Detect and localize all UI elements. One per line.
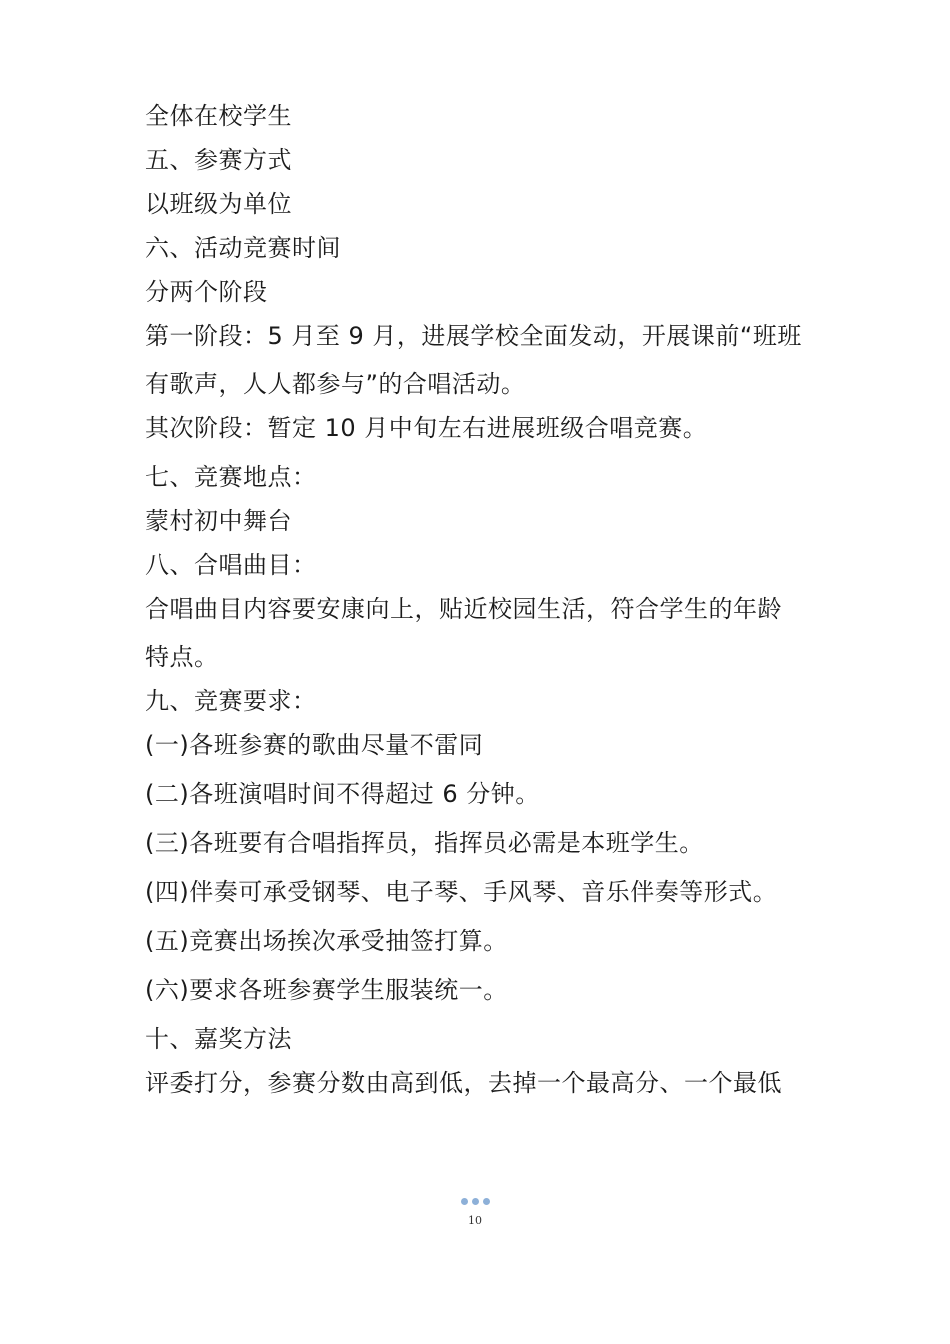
requirement-item: (三)各班要有合唱指挥员，指挥员必需是本班学生。 [145,829,704,857]
heading-repertoire: 八、合唱曲目： [145,551,317,579]
requirement-item: (二)各班演唱时间不得超过 6 分钟。 [145,780,540,808]
dot-icon [472,1198,479,1205]
paragraph-stage-two: 其次阶段：暂定 10 月中旬左右进展班级合唱竞赛。 [145,414,708,442]
dot-icon [461,1198,468,1205]
text-line-two-stages: 分两个阶段 [145,278,268,306]
text-line-class-unit: 以班级为单位 [145,190,292,218]
requirement-item: (四)伴奏可承受钢琴、电子琴、手风琴、音乐伴奏等形式。 [145,878,778,906]
heading-award-method: 十、嘉奖方法 [145,1025,292,1053]
heading-competition-time: 六、活动竞赛时间 [145,234,341,262]
paragraph-stage-one: 第一阶段：5 月至 9 月，进展学校全面发动，开展课前“班班有歌声，人人都参与”的合唱活动。 [145,322,802,398]
requirement-item: (一)各班参赛的歌曲尽量不雷同 [145,731,484,759]
document-body [145,92,805,1103]
dot-icon [483,1198,490,1205]
heading-participation-method: 五、参赛方式 [145,146,292,174]
heading-venue: 七、竞赛地点： [145,463,317,491]
footer-dots-icon [0,1198,950,1208]
page-footer [0,1198,950,1227]
page-number: 10 [468,1214,482,1227]
text-line-participants: 全体在校学生 [145,102,292,130]
text-line-venue: 蒙村初中舞台 [145,507,292,535]
requirement-item: (五)竞赛出场挨次承受抽签打算。 [145,927,508,955]
paragraph-award-method: 评委打分，参赛分数由高到低，去掉一个最高分、一个最低 [145,1069,782,1097]
requirement-item: (六)要求各班参赛学生服装统一。 [145,976,508,1004]
paragraph-repertoire: 合唱曲目内容要安康向上，贴近校园生活，符合学生的年龄特点。 [145,595,782,671]
heading-requirements: 九、竞赛要求： [145,687,317,715]
